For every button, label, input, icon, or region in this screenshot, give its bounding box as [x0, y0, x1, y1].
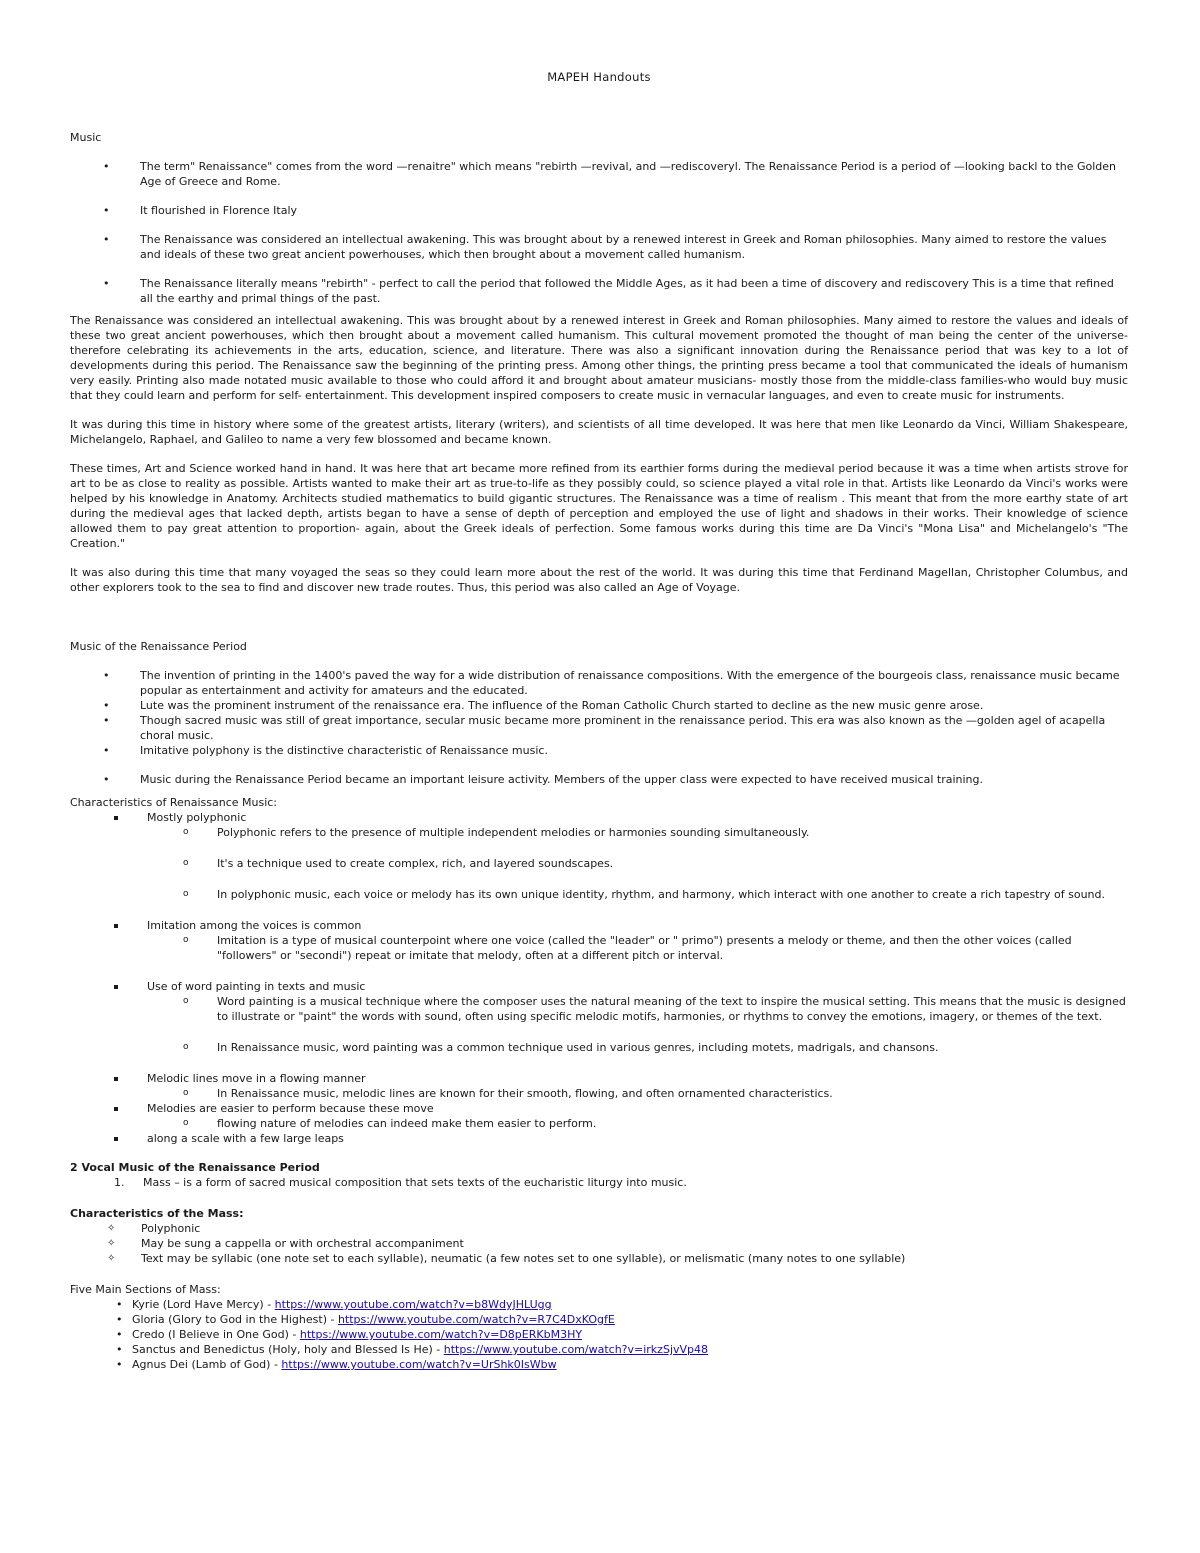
section-label: Sanctus and Benedictus (Holy, holy and Blessed Is He) - — [132, 1343, 444, 1356]
characteristics-list — [70, 810, 1128, 1146]
sub-list-item: o In polyphonic music, each voice or melody has its own unique identity, rhythm, and harmony, which interact with one another to create a rich tapestry of sound. — [70, 887, 1128, 902]
list-item: ✧ Polyphonic — [70, 1221, 1128, 1236]
section-label: Kyrie (Lord Have Mercy) - — [132, 1298, 275, 1311]
list-item: • Imitative polyphony is the distinctive characteristic of Renaissance music. — [70, 743, 1128, 758]
list-item — [70, 1312, 1128, 1327]
list-item — [70, 979, 1128, 1055]
paragraph: It was during this time in history where some of the greatest artists, literary (writers), and scientists of all time developed. It was here that men like Leonardo da Vinci, William Shakespeare, Michelangelo, Raphael, and Galileo to name a very few blossomed and became known. — [70, 418, 1128, 446]
youtube-link[interactable]: https://www.youtube.com/watch?v=irkzSjvVp48 — [443, 1343, 709, 1356]
mass-characteristics-list — [70, 1221, 1128, 1266]
sub-list — [147, 994, 1128, 1055]
section-heading-renaissance-music: Music of the Renaissance Period — [70, 640, 247, 653]
characteristic-label: Melodic lines move in a flowing manner — [147, 1072, 366, 1085]
characteristic-label: Use of word painting in texts and music — [147, 980, 366, 993]
section-heading-mass-characteristics: Characteristics of the Mass: — [70, 1207, 244, 1220]
section-heading-characteristics: Characteristics of Renaissance Music: — [70, 796, 278, 809]
sub-list — [147, 1086, 1128, 1101]
section-heading-vocal-music: 2 Vocal Music of the Renaissance Period — [70, 1161, 320, 1174]
youtube-link[interactable]: https://www.youtube.com/watch?v=D8pERKbM3HY — [299, 1328, 583, 1341]
music-bullet-list — [70, 159, 1128, 306]
youtube-link[interactable]: https://www.youtube.com/watch?v=b8WdyJHLUgg — [274, 1298, 552, 1311]
list-item — [70, 810, 1128, 902]
sub-list — [147, 1116, 1128, 1131]
vocal-music-list — [70, 1175, 1128, 1190]
list-number: 1. — [114, 1176, 125, 1189]
sub-list-item: o Polyphonic refers to the presence of multiple independent melodies or harmonies sounding simultaneously. — [70, 825, 1128, 840]
section-label: Agnus Dei (Lamb of God) - — [132, 1358, 282, 1371]
characteristic-label: Imitation among the voices is common — [147, 919, 362, 932]
list-item: • The Renaissance was considered an intellectual awakening. This was brought about by a renewed interest in Greek and Roman philosophies. Many aimed to restore the values and ideals of these two great ancient powerhouses, which then brought about a movement called humanism. — [70, 232, 1128, 262]
sub-list-item: o flowing nature of melodies can indeed make them easier to perform. — [70, 1116, 1128, 1131]
section-label: Gloria (Glory to God in the Highest) - — [132, 1313, 338, 1326]
list-item — [70, 1357, 1128, 1372]
section-heading-music: Music — [70, 131, 102, 144]
document-page — [70, 70, 1128, 1372]
sub-list — [147, 933, 1128, 963]
list-item-text: Mass – is a form of sacred musical composition that sets texts of the eucharistic liturgy into music. — [143, 1176, 687, 1189]
sub-list — [147, 825, 1128, 902]
paragraph: The Renaissance was considered an intellectual awakening. This was brought about by a renewed interest in Greek and Roman philosophies. Many aimed to restore the values and ideals of these two great ancient powerhouses, which then brought about a movement called humanism. This cultural movement promoted the thought of man being the center of the universe- therefore celebrating its achievements in the arts, education, science, and literature. There was also a significant innovation during the Renaissance period that was key to a lot of developments during this period. The Renaissance saw the beginning of the printing press. Among other things, the printing press became a tool that communicated the ideals of humanism very easily. Printing also made notated music available to those who could afford it and brought about amateur musicians- mostly those from the middle-class families-who would buy music that they could learn and perform for self- entertainment. This development inspired composers to create music in vernacular languages, and even to create music for instruments. — [70, 314, 1128, 402]
section-heading-mass-sections: Five Main Sections of Mass: — [70, 1283, 221, 1296]
characteristic-label: Melodies are easier to perform because these move — [147, 1102, 434, 1115]
paragraph: These times, Art and Science worked hand in hand. It was here that art became more refined from its earthier forms during the medieval period because it was a time when artists strove for art to be as close to reality as possible. Artists wanted to make their art as true-to-life as they possibly could, so science played a vital role in that. Artists like Leonardo da Vinci's works were helped by his knowledge in Anatomy. Architects studied mathematics to build gigantic structures. The Renaissance was a time of realism . This meant that from the more earthy state of art during the medieval ages that lacked depth, artists began to have a sense of depth of perception and employed the use of light and shadows in their works. Their knowledge of science allowed them to pay great attention to proportion- again, about the Greek ideals of perfection. Some famous works during this time are Da Vinci's "Mona Lisa" and Michelangelo's "The Creation." — [70, 462, 1128, 550]
list-item: • The invention of printing in the 1400's paved the way for a wide distribution of renaissance compositions. With the emergence of the bourgeois class, renaissance music became popular as entertainment and activity for amateurs and the educated. — [70, 668, 1128, 698]
list-item — [70, 1342, 1128, 1357]
youtube-link[interactable]: https://www.youtube.com/watch?v=R7C4DxKOgfE — [337, 1313, 615, 1326]
characteristic-label: Mostly polyphonic — [147, 811, 247, 824]
sub-list-item: o It's a technique used to create complex, rich, and layered soundscapes. — [70, 856, 1128, 871]
list-item: • The Renaissance literally means "rebirth" - perfect to call the period that followed the Middle Ages, as it had been a time of discovery and rediscovery This is a time that refined all the earthy and primal things of the past. — [70, 276, 1128, 306]
list-item — [70, 1101, 1128, 1131]
list-item — [70, 1131, 1128, 1146]
list-item: • Music during the Renaissance Period became an important leisure activity. Members of the upper class were expected to have received musical training. — [70, 772, 1128, 787]
list-item: • Though sacred music was still of great importance, secular music became more prominent in the renaissance period. This era was also known as the —golden agel of acapella choral music. — [70, 713, 1128, 743]
section-label: Credo (I Believe in One God) - — [132, 1328, 300, 1341]
list-item: ✧ May be sung a cappella or with orchestral accompaniment — [70, 1236, 1128, 1251]
list-item — [70, 918, 1128, 963]
list-item: • The term" Renaissance" comes from the word —renaitre" which means "rebirth —revival, and —rediscoveryl. The Renaissance Period is a period of —looking backl to the Golden Age of Greece and Rome. — [70, 159, 1128, 189]
list-item: • It flourished in Florence Italy — [70, 203, 1128, 218]
paragraph: It was also during this time that many voyaged the seas so they could learn more about the rest of the world. It was during this time that Ferdinand Magellan, Christopher Columbus, and other explorers took to the sea to find and discover new trade routes. Thus, this period was also called an Age of Voyage. — [70, 566, 1128, 594]
sub-list-item: o In Renaissance music, word painting was a common technique used in various genres, including motets, madrigals, and chansons. — [70, 1040, 1128, 1055]
mass-sections-list — [70, 1297, 1128, 1372]
page-title: MAPEH Handouts — [547, 70, 651, 84]
youtube-link[interactable]: https://www.youtube.com/watch?v=UrShk0IsWbw — [281, 1358, 557, 1371]
sub-list-item: o Imitation is a type of musical counterpoint where one voice (called the "leader" or " primo") presents a melody or theme, and then the other voices (called "followers" or "secondi") repeat or imitate that melody, often at a different pitch or interval. — [70, 933, 1128, 963]
renaissance-music-bullet-list — [70, 668, 1128, 787]
list-item: ✧ Text may be syllabic (one note set to each syllable), neumatic (a few notes set to one syllable), or melismatic (many notes to one syllable) — [70, 1251, 1128, 1266]
list-item: • Lute was the prominent instrument of the renaissance era. The influence of the Roman Catholic Church started to decline as the new music genre arose. — [70, 698, 1128, 713]
sub-list-item: o In Renaissance music, melodic lines are known for their smooth, flowing, and often ornamented characteristics. — [70, 1086, 1128, 1101]
list-item — [70, 1297, 1128, 1312]
list-item — [70, 1175, 1128, 1190]
sub-list-item: o Word painting is a musical technique where the composer uses the natural meaning of the text to inspire the musical setting. This means that the music is designed to illustrate or "paint" the words with sound, often using specific melodic motifs, harmonies, or rhythms to convey the emotions, imagery, or themes of the text. — [70, 994, 1128, 1024]
characteristic-label: along a scale with a few large leaps — [147, 1132, 344, 1145]
list-item — [70, 1071, 1128, 1101]
list-item — [70, 1327, 1128, 1342]
